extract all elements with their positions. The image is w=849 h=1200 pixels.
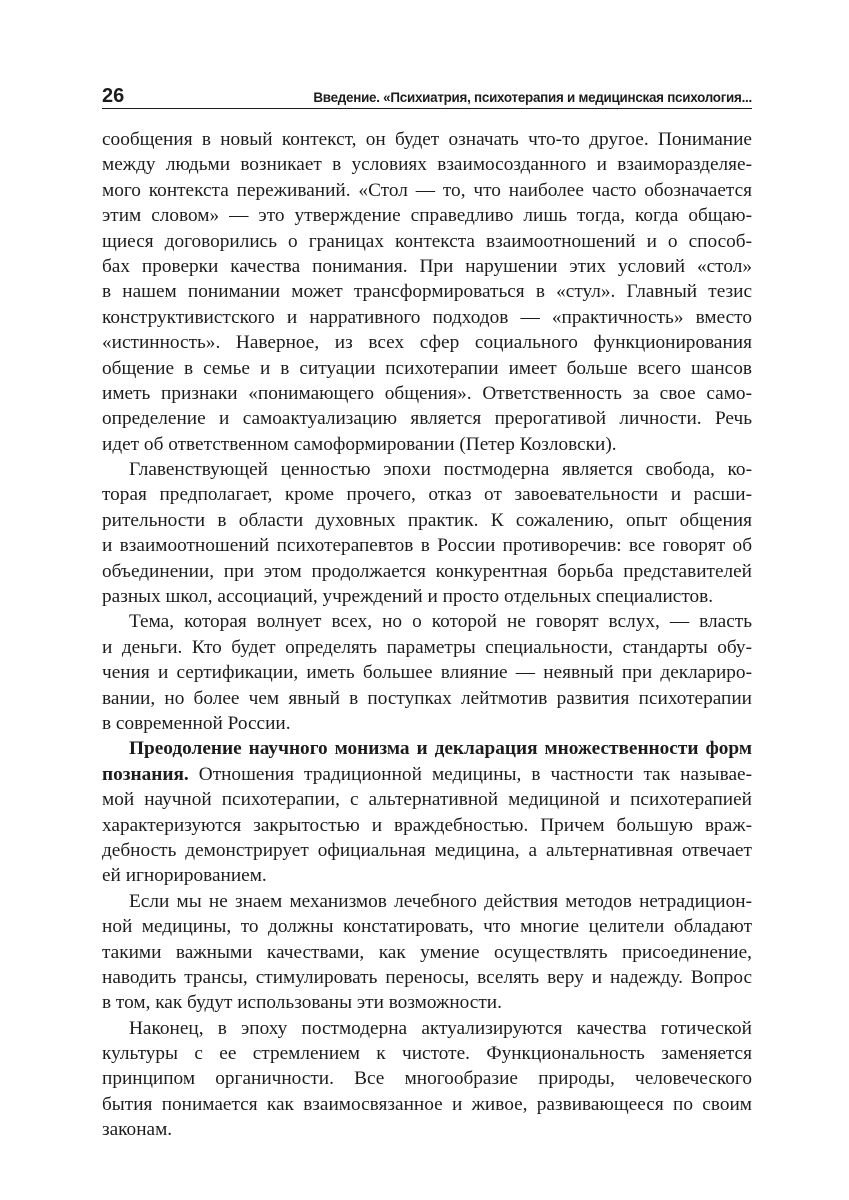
body-text (102, 127, 752, 1143)
text-line: разных школ, ассоциаций, учреждений и просто отдельных специалистов. (102, 586, 714, 608)
text-line: щиеся договорились о границах контекста взаимоотношений и о способ- (102, 230, 752, 252)
text-line: Тема, которая волнует всех, но о которой не говорят вслух, — власть (129, 611, 752, 633)
text-line: ей игнорированием. (102, 865, 267, 887)
text-line (102, 736, 752, 761)
text-line: определение и самоактуализацию является прерогативой личности. Речь (102, 408, 752, 430)
text-line: в том, как будут использованы эти возможности. (102, 992, 502, 1014)
text-line: Если мы не знаем механизмов лечебного действия методов нетрадицион- (129, 890, 752, 912)
text-line: в современной России. (102, 712, 291, 734)
paragraph (102, 457, 752, 609)
text-line: ной медицины, то должны констатировать, что многие целители обладают (102, 916, 752, 938)
text-line: культуры с ее стремлением к чистоте. Функциональность заменяется (102, 1043, 752, 1065)
text-line: вании, но более чем явный в поступках лейтмотив развития психотерапии (102, 687, 752, 709)
text-line: общение в семье и в ситуации психотерапии имеет больше всего шансов (102, 357, 752, 379)
text-line: иметь признаки «понимающего общения». Ответственность за свое само- (102, 382, 752, 404)
text-line: и деньги. Кто будет определять параметры специальности, стандарты обу- (102, 636, 752, 658)
text-line: конструктивистского и нарративного подходов — «практичность» вместо (102, 306, 752, 328)
text-line: идет об ответственном самоформировании (Петер Козловски). (102, 433, 617, 455)
chapter-title: Введение. «Психиатрия, психотерапия и медицинская психология... (313, 90, 752, 105)
text-line: рительности в области духовных практик. К сожалению, опыт общения (102, 509, 752, 531)
text-line: в нашем понимании может трансформироваться в «стул». Главный тезис (102, 281, 752, 303)
text-line: торая предполагает, кроме прочего, отказ от завоевательности и расши- (102, 484, 752, 506)
paragraph-with-heading (102, 736, 752, 888)
run-in-heading: Преодоление научного монизма и декларация множественности форм (129, 738, 752, 760)
text-line: бытия понимается как взаимосвязанное и живое, развивающееся по своим (102, 1093, 752, 1115)
text-line (102, 762, 752, 787)
text-line: «истинность». Наверное, из всех сфер социального функционирования (102, 332, 752, 354)
paragraph (102, 889, 752, 1016)
text-line: чения и сертификации, иметь большее влияние — неявный при деклариро- (102, 662, 752, 684)
text-run: Отношения традиционной медицины, в частности так называе- (188, 763, 752, 785)
text-line: мой научной психотерапии, с альтернативной медициной и психотерапией (102, 789, 752, 811)
text-line: бах проверки качества понимания. При нарушении этих условий «стол» (102, 255, 752, 277)
paragraph (102, 1016, 752, 1143)
text-line: принципом органичности. Все многообразие природы, человеческого (102, 1068, 752, 1090)
text-line: характеризуются закрытостью и враждебностью. Причем большую враж- (102, 814, 752, 836)
text-line: этим словом» — это утверждение справедливо лишь тогда, когда общаю- (102, 205, 752, 227)
text-line: мого контекста переживаний. «Стол — то, что наиболее часто обозначается (102, 179, 752, 201)
page-number: 26 (102, 85, 125, 107)
run-in-heading-end: познания. (102, 763, 189, 785)
text-line: такими важными качествами, как умение осуществлять присоединение, (102, 941, 752, 963)
text-line: законам. (102, 1119, 173, 1141)
header-rule (102, 108, 752, 109)
text-line: Наконец, в эпоху постмодерна актуализируются качества готической (129, 1017, 752, 1039)
text-line: объединении, при этом продолжается конкурентная борьба представителей (102, 560, 752, 582)
paragraph (102, 609, 752, 736)
text-line: между людьми возникает в условиях взаимосозданного и взаиморазделяе- (102, 154, 752, 176)
text-line: сообщения в новый контекст, он будет означать что-то другое. Понимание (102, 129, 752, 150)
text-line: наводить трансы, стимулировать переносы, вселять веру и надежду. Вопрос (102, 966, 752, 988)
paragraph (102, 127, 752, 457)
text-line: и взаимоотношений психотерапевтов в России противоречив: все говорят об (102, 535, 752, 557)
text-line: Главенствующей ценностью эпохи постмодерна является свобода, ко- (129, 459, 752, 481)
running-header (102, 78, 752, 108)
text-line: дебность демонстрирует официальная медицина, а альтернативная отвечает (102, 839, 752, 861)
